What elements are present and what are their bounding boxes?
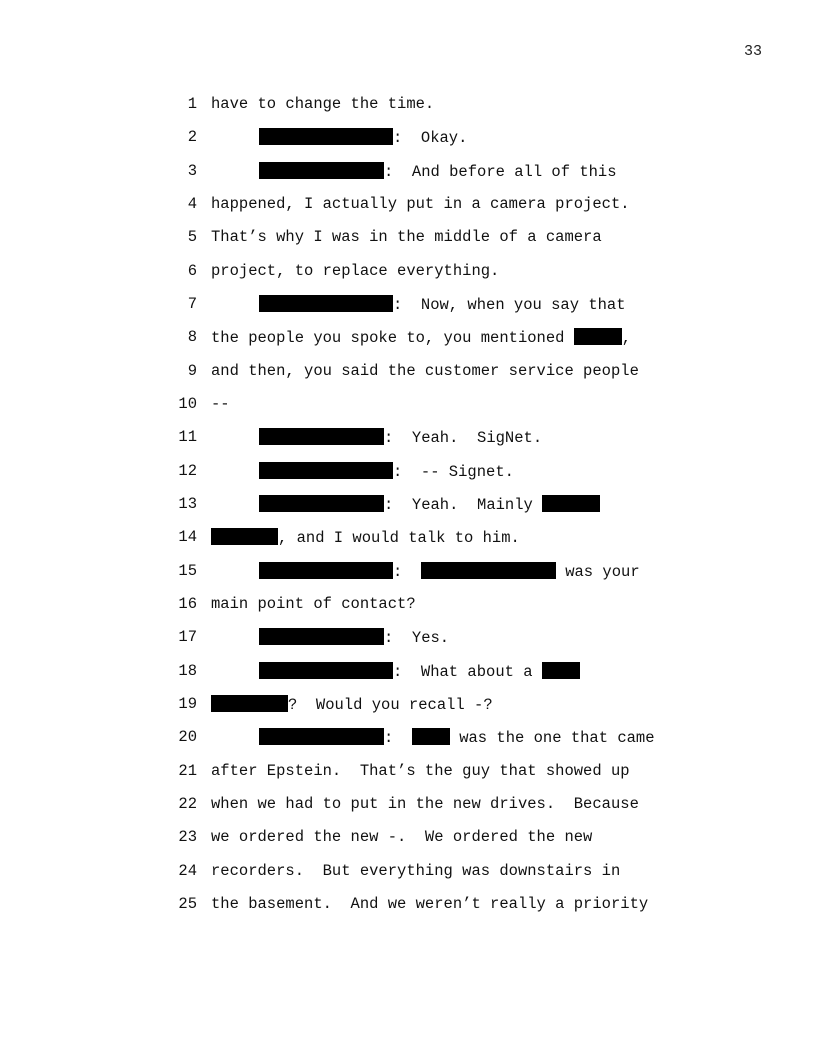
transcript-line: [0, 726, 816, 759]
line-text: main point of contact?: [211, 594, 416, 613]
line-text-segment: : And before all of this: [384, 162, 617, 181]
redaction-block: [259, 662, 393, 679]
line-number: 9: [187, 361, 197, 380]
line-text-segment: : Yeah. SigNet.: [384, 429, 543, 448]
line-number: 17: [178, 628, 197, 647]
line-text: [259, 495, 600, 514]
transcript-line: [0, 693, 816, 726]
line-text: we ordered the new -. We ordered the new: [211, 828, 593, 847]
line-text: That’s why I was in the middle of a camera: [211, 228, 602, 247]
line-number: 18: [178, 661, 197, 680]
line-text: [259, 428, 542, 447]
line-number: 20: [178, 728, 197, 747]
line-text-segment: : Yes.: [384, 629, 450, 648]
line-number: 16: [178, 594, 197, 613]
transcript-line: [0, 760, 816, 793]
redaction-block: [259, 728, 384, 745]
line-number: 6: [187, 261, 197, 280]
line-text: and then, you said the customer service people: [211, 361, 639, 380]
line-text: [259, 462, 514, 481]
transcript-line: [0, 593, 816, 626]
line-text-segment: : -- Signet.: [393, 462, 514, 481]
line-text: [259, 162, 617, 181]
line-number: 8: [187, 328, 197, 347]
transcript-line: [0, 260, 816, 293]
line-text-segment: :: [393, 562, 421, 581]
transcript-line: [0, 826, 816, 859]
transcript-line: [0, 660, 816, 693]
redaction-block: [259, 462, 393, 479]
redaction-block: [542, 662, 580, 679]
transcript-line: [0, 93, 816, 126]
redaction-block: [211, 528, 278, 545]
redaction-block: [412, 728, 450, 745]
redaction-block: [259, 295, 393, 312]
line-text: [259, 295, 626, 314]
line-text: [259, 728, 655, 747]
line-text-segment: , and I would talk to him.: [278, 529, 520, 548]
line-text-segment: was the one that came: [449, 729, 655, 748]
transcript-line: [0, 226, 816, 259]
transcript-lines: [0, 93, 816, 926]
redaction-block: [259, 128, 393, 145]
redaction-block: [259, 428, 384, 445]
redaction-block: [259, 628, 384, 645]
line-text: happened, I actually put in a camera project.: [211, 194, 630, 213]
line-text-segment: : Now, when you say that: [393, 295, 626, 314]
transcript-line: [0, 793, 816, 826]
line-text: [259, 128, 467, 147]
transcript-line: [0, 526, 816, 559]
transcript-line: [0, 426, 816, 459]
transcript-line: [0, 860, 816, 893]
line-number: 13: [178, 494, 197, 513]
line-text-segment: : Yeah. Mainly: [384, 495, 543, 514]
line-text: [211, 695, 493, 714]
line-number: 23: [178, 828, 197, 847]
line-text: [211, 528, 520, 547]
line-text: recorders. But everything was downstairs in: [211, 861, 621, 880]
redaction-block: [259, 162, 384, 179]
transcript-line: [0, 126, 816, 159]
redaction-block: [574, 328, 622, 345]
line-number: 4: [187, 194, 197, 213]
line-number: 14: [178, 528, 197, 547]
line-number: 15: [178, 561, 197, 580]
line-text: project, to replace everything.: [211, 261, 500, 280]
line-text: have to change the time.: [211, 95, 435, 113]
line-text: [259, 662, 580, 681]
transcript-line: [0, 293, 816, 326]
line-text: the basement. And we weren’t really a priority: [211, 894, 649, 913]
page-number: 33: [743, 43, 762, 60]
line-number: 21: [178, 761, 197, 780]
transcript-line: [0, 893, 816, 926]
line-number: 19: [178, 694, 197, 713]
transcript-line: [0, 626, 816, 659]
line-text-segment: the people you spoke to, you mentioned: [211, 329, 574, 348]
line-text: after Epstein. That’s the guy that showed up: [211, 761, 630, 780]
transcript-line: [0, 160, 816, 193]
line-number: 11: [178, 428, 197, 447]
transcript-line: [0, 193, 816, 226]
line-text: [259, 562, 640, 581]
line-number: 7: [187, 294, 197, 313]
transcript-line: [0, 360, 816, 393]
transcript-line: [0, 493, 816, 526]
line-text: when we had to put in the new drives. Because: [211, 794, 639, 813]
line-number: 3: [187, 161, 197, 180]
redaction-block: [259, 562, 393, 579]
line-text-segment: ,: [621, 329, 632, 348]
line-text: --: [211, 394, 230, 413]
redaction-block: [421, 562, 556, 579]
line-text-segment: ? Would you recall -?: [288, 695, 493, 714]
line-number: 12: [178, 461, 197, 480]
transcript-line: [0, 460, 816, 493]
redaction-block: [542, 495, 600, 512]
transcript-line: [0, 326, 816, 359]
redaction-block: [211, 695, 288, 712]
transcript-line: [0, 560, 816, 593]
transcript-line: [0, 393, 816, 426]
line-text-segment: :: [384, 729, 412, 748]
line-number: 1: [187, 95, 197, 113]
line-number: 22: [178, 794, 197, 813]
redaction-block: [259, 495, 384, 512]
line-number: 24: [178, 861, 197, 880]
line-text: [211, 328, 631, 347]
line-number: 2: [187, 128, 197, 147]
line-text: [259, 628, 449, 647]
line-number: 25: [178, 894, 197, 913]
line-text-segment: : Okay.: [393, 129, 468, 148]
line-text-segment: : What about a: [393, 662, 542, 681]
line-number: 5: [187, 228, 197, 247]
line-number: 10: [178, 394, 197, 413]
line-text-segment: was your: [555, 562, 640, 581]
